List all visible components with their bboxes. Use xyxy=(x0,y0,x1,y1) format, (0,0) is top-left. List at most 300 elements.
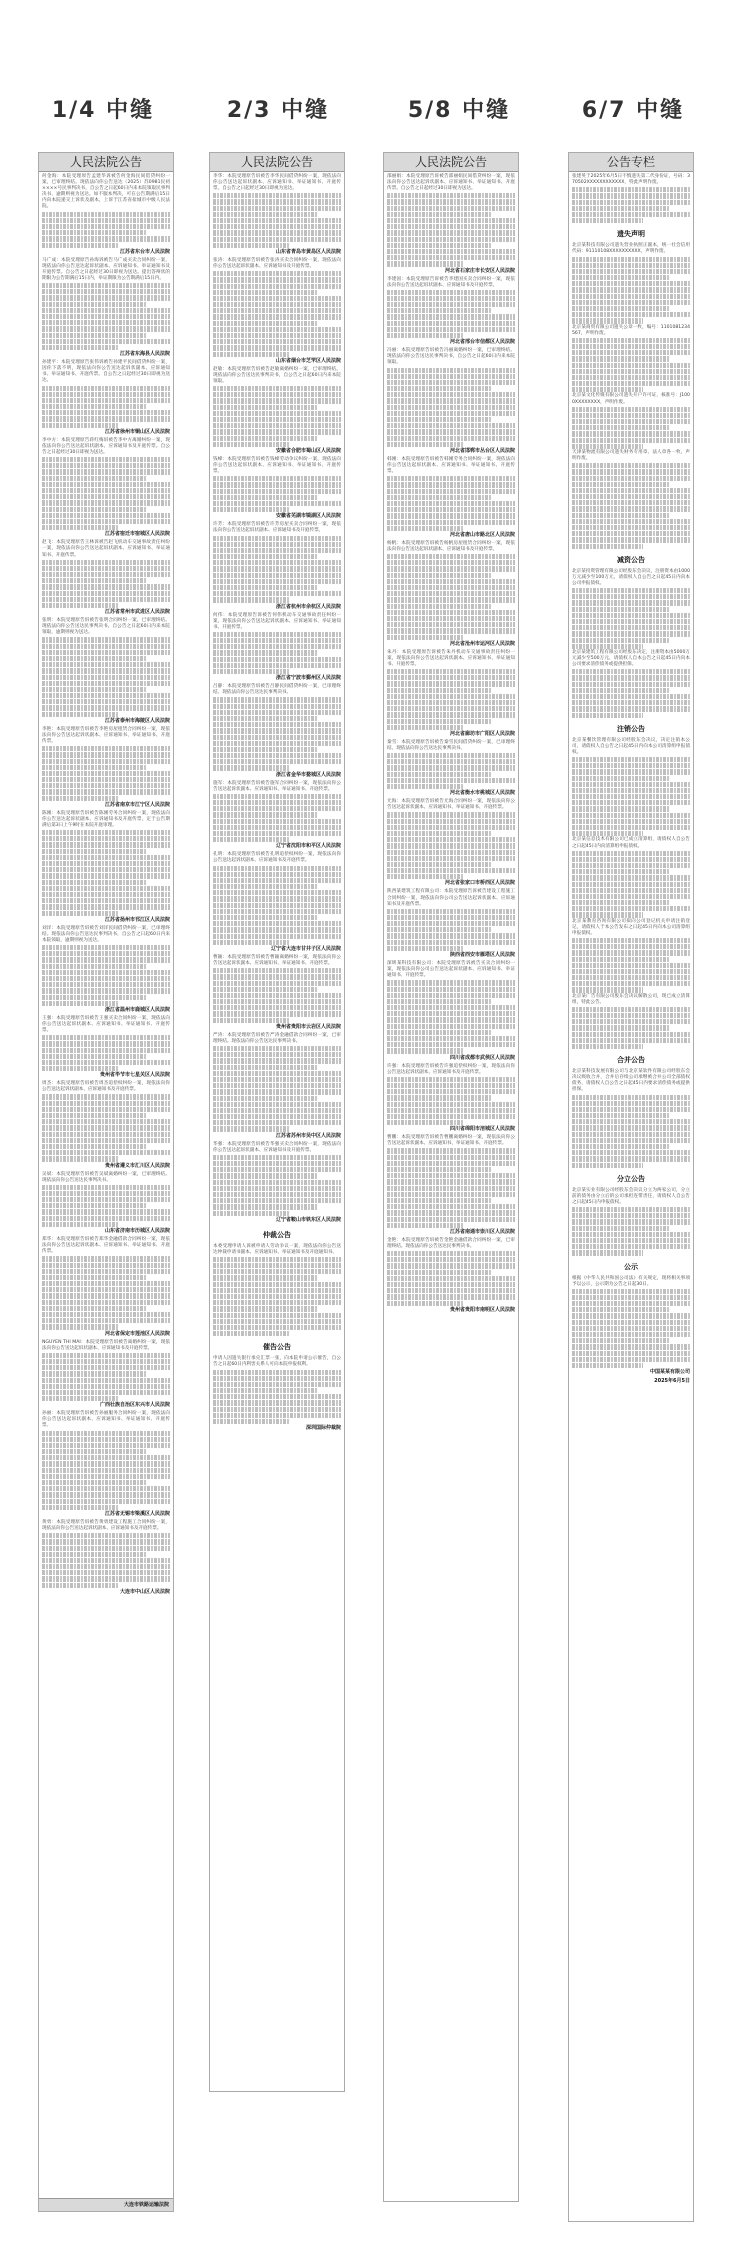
text-line xyxy=(213,199,341,204)
notice-paragraph: 赵飞：本院受理原告王林诉被告赵飞机动车交通事故责任纠纷一案，现依法向你公告送达起诉状副本、应诉通知书、举证通知书、开庭传票。 xyxy=(42,540,170,558)
text-line xyxy=(42,1269,170,1274)
court-signature: 辽宁省大连市甘井子区人民法院 xyxy=(270,945,341,952)
text-line xyxy=(213,1257,341,1262)
text-line xyxy=(213,476,341,481)
text-line xyxy=(213,1096,318,1101)
text-line xyxy=(572,1338,669,1343)
text-line xyxy=(42,904,170,909)
text-line xyxy=(42,500,170,505)
text-line xyxy=(572,1156,690,1161)
text-line xyxy=(213,495,318,500)
text-line xyxy=(572,906,690,911)
text-line xyxy=(572,257,690,262)
text-line xyxy=(42,1480,147,1485)
text-line xyxy=(387,1083,515,1088)
text-line xyxy=(42,1066,119,1071)
notice-paragraph: 华强：本院受理原告诉被告华强买卖合同纠纷一案，现依法向你公告送达起诉状副本、应诉通知书及开庭传票。 xyxy=(213,1141,341,1153)
text-line xyxy=(213,1083,341,1088)
text-line xyxy=(572,200,690,205)
text-line xyxy=(42,494,170,499)
notice-paragraph: 赵敏：本院受理原告诉被告赵敏离婚纠纷一案，已审理终结。现依法向你公告送达民事判决书，自公告之日起60日内来本院领取。 xyxy=(213,366,341,384)
text-line xyxy=(387,380,515,385)
text-line xyxy=(213,896,341,901)
notice-paragraph: 秦雪：本院受理原告诉被告秦雪民间借贷纠纷一案，已审理终结。现依法向你公告送达民事判决书。 xyxy=(387,739,515,751)
text-line xyxy=(42,1041,170,1046)
text-line xyxy=(213,411,341,416)
text-line xyxy=(213,237,341,242)
text-line xyxy=(572,294,690,299)
text-line xyxy=(387,1077,515,1082)
text-line xyxy=(42,1431,170,1436)
notice-paragraph: 何伟：本院受理原告诉被告何伟机动车交通事故责任纠纷一案，现依法向你公告送达起诉状副本、应诉通知书、举证通知书、开庭传票。 xyxy=(213,612,341,630)
text-line xyxy=(572,619,690,624)
text-line xyxy=(42,326,170,331)
text-line xyxy=(42,1486,170,1491)
text-line xyxy=(213,704,341,709)
text-line xyxy=(42,752,170,757)
text-line xyxy=(387,933,515,938)
text-line xyxy=(213,1046,341,1051)
text-line xyxy=(387,374,515,379)
text-line xyxy=(387,327,515,332)
text-line xyxy=(572,488,690,493)
text-line xyxy=(42,236,170,241)
text-line xyxy=(213,1382,341,1387)
notice-paragraph: 许芳：本院受理原告诉被告许芳房屋买卖合同纠纷一案，现依法向你公告送达起诉状副本、应诉通知书及开庭传票。 xyxy=(213,522,341,534)
text-line xyxy=(213,981,341,986)
text-line xyxy=(387,915,515,920)
text-line xyxy=(42,898,170,903)
text-line xyxy=(42,1113,147,1118)
text-line xyxy=(42,482,170,487)
court-signature: 河北省廊坊市广阳区人民法院 xyxy=(449,730,515,737)
text-line xyxy=(42,687,147,692)
text-line xyxy=(42,644,170,649)
text-line xyxy=(387,681,515,686)
text-line xyxy=(213,554,318,559)
text-line xyxy=(387,436,515,441)
text-line xyxy=(387,585,515,590)
text-line xyxy=(387,482,515,487)
text-line xyxy=(572,631,690,636)
text-line xyxy=(387,765,515,770)
text-line xyxy=(42,675,170,680)
text-line xyxy=(387,921,515,926)
text-line xyxy=(42,230,147,235)
text-line xyxy=(213,759,341,764)
text-line xyxy=(572,519,690,524)
court-signature: 山东省济南市历城区人民法院 xyxy=(104,1228,170,1235)
text-line xyxy=(42,1455,170,1460)
text-line xyxy=(387,591,515,596)
text-line xyxy=(42,386,170,391)
text-line xyxy=(572,513,669,518)
notice-paragraph: 刘洋：本院受理原告诉被告刘洋民间借贷纠纷一案，已审理终结。现依法向你公告送达民事判决书，自公告之日起60日内来本院领取，逾期则视为送达。 xyxy=(42,925,170,943)
text-line xyxy=(572,912,643,917)
notice-paragraph: 北京某信息技术有限公司已成立清算组，请债权人自公告之日起45日内向清算组申报债权。 xyxy=(572,837,690,849)
text-line xyxy=(42,656,147,661)
notice-paragraph: 周杰：本院受理原告诉被告周杰追偿权纠纷一案，现依法向你公告送达起诉状副本、应诉通知书及开庭传票。 xyxy=(42,1081,170,1093)
text-line xyxy=(387,386,492,391)
court-signature: 河北省邯郸市丛台区人民法院 xyxy=(449,447,515,454)
text-line xyxy=(387,1030,492,1035)
text-line xyxy=(572,506,690,511)
text-line xyxy=(213,999,341,1004)
text-line xyxy=(572,857,690,862)
text-line xyxy=(213,638,341,643)
text-line xyxy=(387,1173,515,1178)
text-line xyxy=(572,831,643,836)
text-line xyxy=(213,825,341,830)
text-line xyxy=(42,1353,170,1358)
text-line xyxy=(213,417,341,422)
text-line xyxy=(213,819,341,824)
text-line xyxy=(42,423,119,428)
text-line xyxy=(42,314,170,319)
text-line xyxy=(213,993,341,998)
text-line xyxy=(42,1060,170,1065)
text-line xyxy=(42,830,170,835)
text-line xyxy=(42,513,170,518)
text-line xyxy=(42,1293,170,1298)
text-line xyxy=(387,526,464,531)
text-line xyxy=(387,1102,515,1107)
text-line xyxy=(572,1044,643,1049)
text-line xyxy=(572,882,690,887)
text-line xyxy=(42,1035,170,1040)
court-signature: 江苏省泰州市海陵区人民法院 xyxy=(104,717,170,724)
text-line xyxy=(387,1270,492,1275)
text-line xyxy=(572,476,690,481)
text-line xyxy=(213,482,341,487)
text-line xyxy=(572,1038,690,1043)
text-line xyxy=(42,1263,170,1268)
text-line xyxy=(572,669,690,674)
text-line xyxy=(572,782,690,787)
text-line xyxy=(387,308,492,313)
text-line xyxy=(213,1005,341,1010)
text-line xyxy=(42,637,170,642)
text-line xyxy=(213,1052,341,1057)
text-line xyxy=(213,921,341,926)
text-line xyxy=(572,1032,690,1037)
text-line xyxy=(42,212,170,217)
text-line xyxy=(572,1226,669,1231)
text-line xyxy=(213,1282,341,1287)
text-line xyxy=(213,1288,341,1293)
strip-header: 人民法院公告 xyxy=(384,153,518,172)
text-line xyxy=(213,1186,341,1191)
text-line xyxy=(213,1413,341,1418)
court-signature: 广西壮族自治区东兴市人民法院 xyxy=(99,1402,170,1409)
text-line xyxy=(42,970,170,975)
text-line xyxy=(572,338,690,343)
text-line xyxy=(42,302,147,307)
text-line xyxy=(42,886,170,891)
notice-paragraph: 天津某物流有限公司遗失财务专用章、法人章各一枚，声明作废。 xyxy=(572,449,690,462)
text-line xyxy=(213,722,341,727)
text-line xyxy=(42,681,170,686)
text-line xyxy=(213,872,341,877)
text-line xyxy=(572,212,690,217)
notice-paragraph: NGUYEN THI MAI：本院受理原告诉被告离婚纠纷一案，现依法向你公告送达起诉状副本、应诉通知书及开庭传票。 xyxy=(42,1339,170,1351)
text-line xyxy=(42,1461,170,1466)
text-line xyxy=(572,544,643,549)
text-line xyxy=(42,1101,170,1106)
court-signature: 2025年6月5日 xyxy=(654,1378,690,1385)
text-line xyxy=(42,976,170,981)
text-line xyxy=(572,944,690,949)
text-line xyxy=(387,507,515,512)
text-line xyxy=(213,812,318,817)
text-line xyxy=(42,1281,170,1286)
text-line xyxy=(572,888,690,893)
text-line xyxy=(572,788,690,793)
text-line xyxy=(213,193,341,198)
text-line xyxy=(387,1114,515,1119)
court-signature: 江苏省宿迁市宿城区人民法院 xyxy=(104,531,170,538)
text-line xyxy=(572,369,690,374)
text-line xyxy=(387,1095,492,1100)
text-line xyxy=(42,584,170,589)
text-line xyxy=(572,431,690,436)
text-line xyxy=(572,287,690,292)
text-line xyxy=(213,1313,341,1318)
text-line xyxy=(213,837,290,842)
text-line xyxy=(42,1384,170,1389)
text-line xyxy=(213,585,318,590)
text-line xyxy=(387,566,515,571)
text-line xyxy=(387,1192,515,1197)
column-label-2: 2/3 中缝 xyxy=(226,98,330,123)
text-line xyxy=(572,594,690,599)
text-line xyxy=(213,1394,341,1399)
court-signature: 中国某某有限公司 xyxy=(649,1369,690,1376)
text-line xyxy=(213,1058,341,1063)
notice-paragraph: 韩刚：本院受理原告诉被告韩刚劳务合同纠纷一案，现依法向你公告送达起诉状副本、应诉通知书、举证通知书、开庭传票。 xyxy=(387,456,515,475)
text-line xyxy=(387,261,464,266)
text-line xyxy=(42,1449,147,1454)
text-line xyxy=(42,796,119,801)
section-title: 注销公告 xyxy=(617,724,645,733)
text-line xyxy=(213,1102,341,1107)
text-line xyxy=(572,525,690,530)
text-line xyxy=(387,1276,515,1281)
notice-paragraph: 北京某广告有限公司股东会决议解散公司，现已成立清算组，特此公告。 xyxy=(572,993,690,1005)
text-line xyxy=(213,1126,290,1131)
court-signature: 河北省保定市莲池区人民法院 xyxy=(104,1330,170,1337)
text-line xyxy=(572,275,669,280)
notice-paragraph: 北京某餐饮管理有限公司经股东会决议，决定注销本公司，请债权人自公告之日起45日内向本公司清算组申报债权。 xyxy=(572,737,690,755)
text-line xyxy=(213,327,341,332)
text-line xyxy=(387,856,515,861)
text-line xyxy=(42,1437,170,1442)
court-signature: 山东省青岛市黄岛区人民法院 xyxy=(275,248,341,255)
text-line xyxy=(213,1419,290,1424)
text-line xyxy=(42,712,119,717)
text-line xyxy=(572,1357,690,1362)
text-line xyxy=(42,224,170,229)
text-line xyxy=(42,1132,170,1137)
text-line xyxy=(572,1150,690,1155)
text-line xyxy=(387,237,515,242)
column-label-3: 5/8 中缝 xyxy=(407,98,511,123)
section-title: 遗失声明 xyxy=(617,230,645,239)
text-line xyxy=(42,283,170,288)
text-line xyxy=(572,1301,690,1306)
text-line xyxy=(213,212,318,217)
text-line xyxy=(572,638,669,643)
notice-paragraph: 李建国：本院受理原告诉被告李建国买卖合同纠纷一案，现依法向你公告送达起诉状副本、应诉通知书及开庭传票。 xyxy=(387,276,515,288)
text-line xyxy=(572,1107,690,1112)
text-line xyxy=(42,855,170,860)
text-line xyxy=(42,1583,119,1588)
text-line xyxy=(213,1108,341,1113)
text-line xyxy=(42,668,170,673)
text-line xyxy=(213,1275,318,1280)
text-line xyxy=(387,560,515,565)
text-line xyxy=(213,1407,341,1412)
court-signature: 安徽省芜湖市镜湖区人民法院 xyxy=(275,513,341,520)
text-line xyxy=(42,457,170,462)
court-signature: 江苏省常州市武进区人民法院 xyxy=(104,609,170,616)
text-line xyxy=(387,759,515,764)
text-line xyxy=(572,1332,690,1337)
text-line xyxy=(572,1232,690,1237)
notice-paragraph: 李艳：本院受理原告诉被告李艳房屋租赁合同纠纷一案，现依法向你公告送达起诉状副本、应诉通知书、举证通知书、开庭传票。 xyxy=(42,726,170,745)
text-line xyxy=(42,597,170,602)
text-line xyxy=(42,892,170,897)
text-line xyxy=(572,644,643,649)
text-line xyxy=(42,1138,170,1143)
text-line xyxy=(42,957,170,962)
notice-paragraph: 吴斌：本院受理原告诉被告吴斌离婚纠纷一案，已审理终结。现依法向你公告送达民事判决书。 xyxy=(42,1171,170,1183)
text-line xyxy=(572,1219,690,1224)
text-line xyxy=(213,1300,341,1305)
text-line xyxy=(572,794,690,799)
text-line xyxy=(42,699,170,704)
text-line xyxy=(572,306,669,311)
text-line xyxy=(572,1213,690,1218)
text-line xyxy=(387,1011,515,1016)
text-line xyxy=(213,296,341,301)
text-line xyxy=(387,429,515,434)
notice-paragraph: 陈刚：本院受理原告诉被告陈刚劳务合同纠纷一案，现依法向你公告送达起诉状副本、应诉通知书及开庭传票，定于公告期满后第3日上午9时在本院开庭审理。 xyxy=(42,810,170,828)
text-line xyxy=(42,945,170,950)
text-line xyxy=(572,900,669,905)
text-line xyxy=(387,1155,515,1160)
text-line xyxy=(387,628,515,633)
text-line xyxy=(572,675,690,680)
text-line xyxy=(213,224,341,229)
text-line xyxy=(213,710,341,715)
text-line xyxy=(213,794,341,799)
section-title: 减资公告 xyxy=(617,555,645,564)
text-line xyxy=(572,1119,690,1124)
notice-strip-2 xyxy=(209,152,345,2092)
text-line xyxy=(42,1256,170,1261)
text-line xyxy=(572,969,690,974)
text-line xyxy=(572,1138,690,1143)
text-line xyxy=(213,1180,341,1185)
text-line xyxy=(42,693,170,698)
notice-paragraph: 张明：本院受理原告诉被告张明合同纠纷一案，已审理终结。现依法向你公告送达民事判决书，自公告之日起60日内来本院领取，逾期则视为送达。 xyxy=(42,618,170,636)
text-line xyxy=(42,339,170,344)
text-line xyxy=(387,999,492,1004)
text-line xyxy=(213,308,341,313)
text-line xyxy=(572,469,690,474)
text-line xyxy=(42,1156,119,1161)
text-line xyxy=(42,873,170,878)
text-line xyxy=(213,489,341,494)
text-line xyxy=(42,1378,170,1383)
notice-paragraph: 杨帆：本院受理原告诉被告杨帆房屋租赁合同纠纷一案，现依法向你公告送达起诉状副本、应诉通知书及开庭传票。 xyxy=(387,540,515,552)
text-line xyxy=(213,866,341,871)
text-line xyxy=(572,187,690,192)
text-line xyxy=(42,1287,170,1292)
text-line xyxy=(387,753,515,758)
strip-header: 人民法院公告 xyxy=(210,153,344,172)
text-line xyxy=(42,662,170,667)
text-line xyxy=(213,560,341,565)
text-line xyxy=(387,442,464,447)
text-line xyxy=(572,938,690,943)
text-line xyxy=(213,423,341,428)
text-line xyxy=(572,1163,643,1168)
text-line xyxy=(42,1443,170,1448)
text-line xyxy=(387,616,515,621)
column-label-1: 1/4 中缝 xyxy=(51,98,155,123)
court-signature: 贵州省贵阳市云岩区人民法院 xyxy=(275,1023,341,1030)
notice-strip-4 xyxy=(568,152,694,2222)
text-line xyxy=(213,987,318,992)
text-line xyxy=(213,657,341,662)
text-line xyxy=(42,1203,147,1208)
text-line xyxy=(572,1363,643,1368)
notice-paragraph: 张建英于2025年6月5日不慎遗失第二代身份证，号码：370502XXXXXXXXXXXX，特此声明作废。 xyxy=(572,174,690,186)
text-line xyxy=(387,1089,515,1094)
text-line xyxy=(42,836,170,841)
text-line xyxy=(387,230,515,235)
text-line xyxy=(213,940,290,945)
strip-footer: 大连市铁路运输法院 xyxy=(39,2198,173,2211)
text-line xyxy=(42,1396,119,1401)
notice-paragraph: 陕西某建筑工程有限公司：本院受理原告诉被告建设工程施工合同纠纷一案，现依法向你公司公告送达起诉状副本、应诉通知书及开庭传票。 xyxy=(387,889,515,907)
notice-paragraph: 北京某科技有限公司遗失营业执照正副本，统一社会信用代码：91110108XXXXXXXXXX，声明作废。 xyxy=(572,243,690,255)
text-line xyxy=(572,1095,690,1100)
text-line xyxy=(387,218,515,223)
text-line xyxy=(42,566,170,571)
text-line xyxy=(387,862,492,867)
text-line xyxy=(387,417,492,422)
text-line xyxy=(572,1326,690,1331)
court-signature: 江苏省南通市崇川区人民法院 xyxy=(449,1228,515,1235)
text-line xyxy=(42,507,147,512)
text-line xyxy=(387,333,464,338)
text-line xyxy=(213,1167,341,1172)
court-signature: 贵州省遵义市汇川区人民法院 xyxy=(104,1162,170,1169)
text-line xyxy=(42,572,170,577)
text-line xyxy=(213,1294,341,1299)
text-line xyxy=(42,578,147,583)
text-line xyxy=(572,688,669,693)
text-line xyxy=(387,622,515,627)
notice-paragraph: 北京某文化传媒有限公司遗失开户许可证，核准号：J1000XXXXXXXX，声明作废。 xyxy=(572,393,690,405)
text-line xyxy=(42,1048,170,1053)
text-line xyxy=(387,819,515,824)
text-line xyxy=(572,387,643,392)
text-line xyxy=(42,911,119,916)
